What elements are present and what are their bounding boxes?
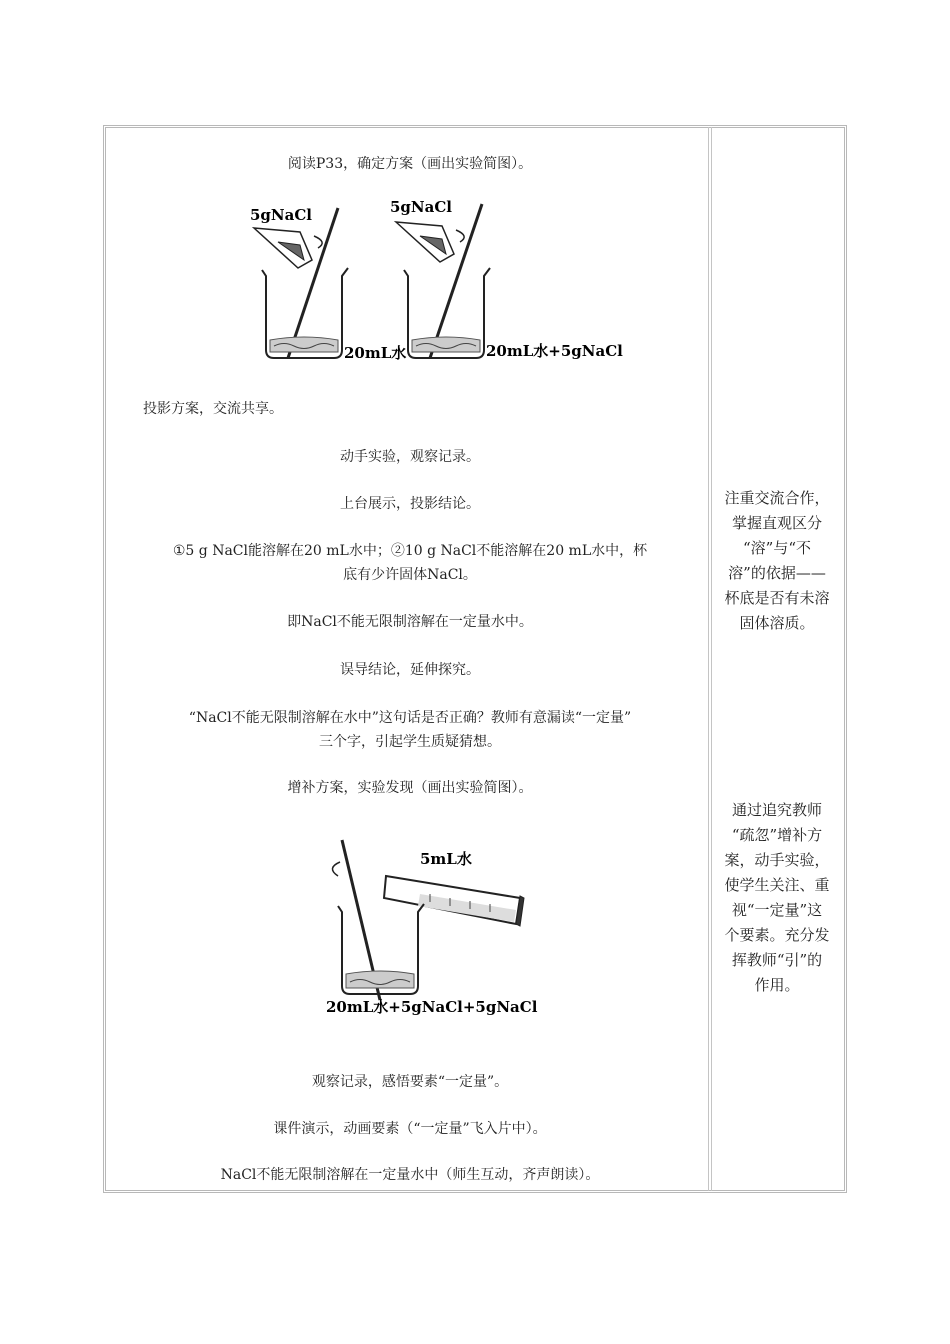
- paragraph-supplement: 增补方案，实验发现（画出实验简图）。: [287, 780, 533, 796]
- experiment-figure-2: [320, 832, 580, 1022]
- note2-line: 个要素。充分发: [724, 926, 830, 944]
- paragraph-question-line1: “NaCl不能无限制溶解在水中”这句话是否正确？教师有意漏读“一定量”: [188, 710, 632, 726]
- note1-line: 杯底是否有未溶: [724, 589, 830, 607]
- fig2-label-bottom: 20mL水+5gNaCl+5gNaCl: [326, 998, 538, 1016]
- fig1-label-right-bottom: 20mL水+5gNaCl: [486, 342, 623, 360]
- fig2-label-top: 5mL水: [420, 850, 472, 868]
- note2-line: “疏忽”增补方: [731, 826, 823, 844]
- paragraph-mislead: 误导结论，延伸探究。: [340, 662, 480, 678]
- side-note-2: [712, 798, 842, 998]
- paragraph-present: 上台展示，投影结论。: [340, 496, 480, 512]
- note1-line: 掌握直观区分: [731, 514, 822, 532]
- paragraph-result-line1: ①5 g NaCl能溶解在20 mL水中；②10 g NaCl不能溶解在20 mL水中，杯: [172, 543, 648, 559]
- fig1-label-left-bottom: 20mL水: [344, 344, 407, 362]
- note2-line: 作用。: [754, 976, 800, 994]
- note2-line: 使学生关注、重: [724, 876, 830, 894]
- fig1-label-left-top: 5gNaCl: [250, 206, 312, 224]
- paragraph-courseware: 课件演示，动画要素（“一定量”飞入片中）。: [273, 1121, 547, 1137]
- fig1-label-right-top: 5gNaCl: [390, 198, 452, 216]
- paragraph-read-p33: 阅读P33，确定方案（画出实验简图）。: [287, 156, 533, 172]
- note1-line: 溶”的依据——: [728, 564, 826, 582]
- note1-line: “溶”与“不: [742, 539, 811, 557]
- paragraph-final: NaCl不能无限制溶解在一定量水中（师生互动，齐声朗读）。: [220, 1167, 600, 1183]
- note2-line: 案，动手实验，: [724, 851, 830, 869]
- note1-line: 注重交流合作，: [724, 489, 830, 507]
- note2-line: 挥教师“引”的: [731, 951, 823, 969]
- paragraph-result-line2: 底有少许固体NaCl。: [343, 567, 477, 583]
- paragraph-conclusion: 即NaCl不能无限制溶解在一定量水中。: [287, 614, 533, 630]
- experiment-figure-1: [230, 190, 650, 370]
- note2-line: 通过追究教师: [731, 801, 822, 819]
- note2-line: 视“一定量”这: [731, 901, 823, 919]
- paragraph-observe: 观察记录，感悟要素“一定量”。: [311, 1074, 509, 1090]
- paragraph-question-line2: 三个字，引起学生质疑猜想。: [319, 734, 501, 750]
- note1-line: 固体溶质。: [739, 614, 815, 632]
- side-note-1: [712, 486, 842, 636]
- paragraph-hands-on: 动手实验，观察记录。: [340, 449, 480, 465]
- paragraph-project-plan: 投影方案，交流共享。: [143, 401, 283, 417]
